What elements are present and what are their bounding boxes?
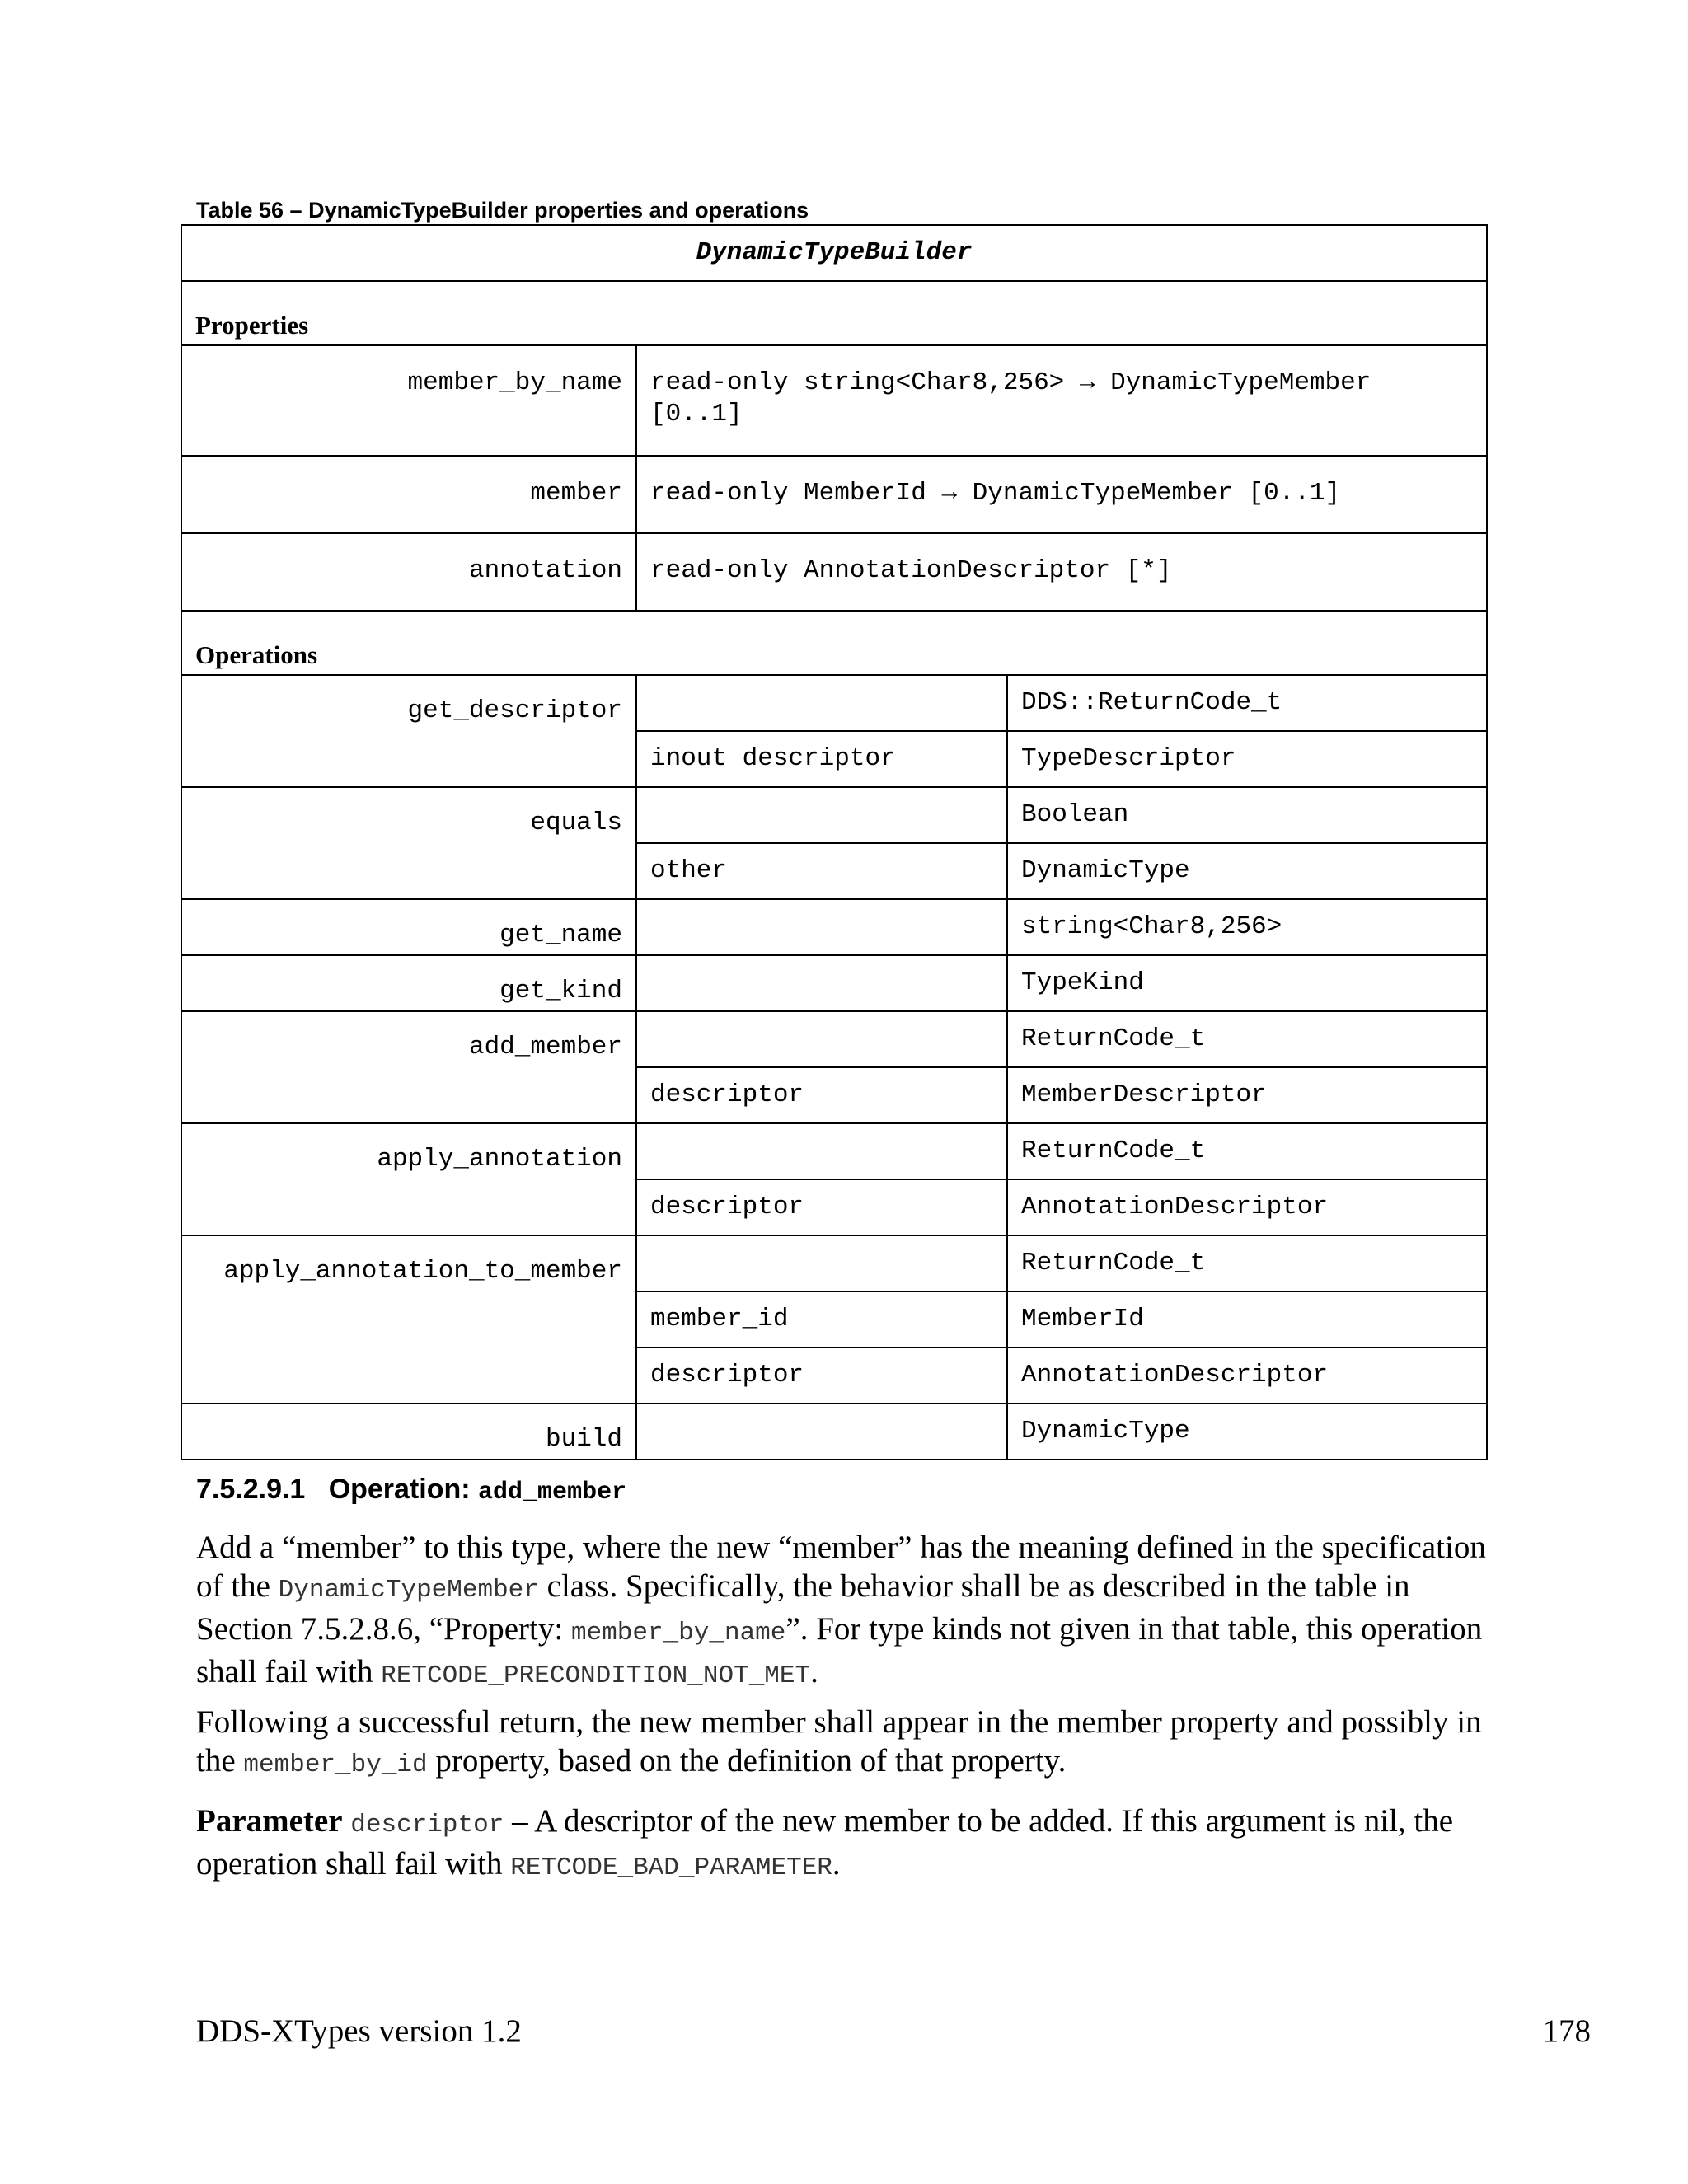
text-run: Add a “member” to this type, where the new “member” has the meaning defined in the specification of the	[196, 1530, 1486, 1604]
operation-param-type: TypeDescriptor	[1007, 731, 1487, 787]
operation-row	[181, 675, 1487, 731]
operation-param-empty	[636, 1011, 1007, 1067]
dynamic-type-builder-table	[181, 224, 1488, 1460]
code-descriptor: descriptor	[350, 1811, 504, 1840]
text-run: .	[832, 1846, 841, 1882]
class-name-cell: DynamicTypeBuilder	[181, 225, 1487, 281]
operation-return-type: Boolean	[1007, 787, 1487, 843]
property-type: read-only AnnotationDescriptor [*]	[636, 533, 1487, 611]
property-name: member	[181, 456, 636, 533]
paragraph-successful-return	[196, 1703, 1498, 1784]
operation-row	[181, 787, 1487, 843]
property-row	[181, 456, 1487, 533]
section-title-code: add_member	[478, 1479, 627, 1507]
properties-heading: Properties	[181, 281, 1487, 345]
operation-name: get_name	[181, 899, 636, 955]
operation-param: inout descriptor	[636, 731, 1007, 787]
operation-param-empty	[636, 899, 1007, 955]
operation-row	[181, 1123, 1487, 1179]
operations-heading: Operations	[181, 611, 1487, 675]
operation-row	[181, 1011, 1487, 1067]
text-run: – A descriptor of the new member to be added. If this argument is nil, the operation shall fail with	[196, 1803, 1454, 1882]
operation-row	[181, 1404, 1487, 1460]
operation-param-empty	[636, 787, 1007, 843]
operation-name: get_kind	[181, 955, 636, 1011]
property-type: read-only MemberId → DynamicTypeMember [0..1]	[636, 456, 1487, 533]
operation-return-type: DynamicType	[1007, 1404, 1487, 1460]
operation-param-empty	[636, 955, 1007, 1011]
operation-param-type: MemberDescriptor	[1007, 1067, 1487, 1123]
operation-param-empty	[636, 675, 1007, 731]
operation-param-type: MemberId	[1007, 1291, 1487, 1347]
operation-row	[181, 1235, 1487, 1291]
operation-param-type: AnnotationDescriptor	[1007, 1347, 1487, 1404]
operation-row	[181, 955, 1487, 1011]
operation-return-type: string<Char8,256>	[1007, 899, 1487, 955]
operation-param-empty	[636, 1235, 1007, 1291]
operation-name: build	[181, 1404, 636, 1460]
operation-param-type: DynamicType	[1007, 843, 1487, 899]
section-title-prefix: Operation:	[328, 1474, 471, 1505]
operation-name: get_descriptor	[181, 675, 636, 787]
text-run: ”. For type kinds not given in that table, this operation shall fail with	[196, 1611, 1483, 1690]
code-retcode-bad-parameter: RETCODE_BAD_PARAMETER	[510, 1854, 832, 1882]
operation-return-type: ReturnCode_t	[1007, 1011, 1487, 1067]
table-caption: Table 56 – DynamicTypeBuilder properties and operations	[196, 198, 809, 223]
operation-param: other	[636, 843, 1007, 899]
code-retcode-precondition: RETCODE_PRECONDITION_NOT_MET	[381, 1661, 811, 1690]
section-number: 7.5.2.9.1	[196, 1474, 306, 1505]
code-dynamic-type-member: DynamicTypeMember	[278, 1576, 539, 1605]
property-name: annotation	[181, 533, 636, 611]
operation-param-empty	[636, 1404, 1007, 1460]
paragraph-add-member-description	[196, 1528, 1498, 1695]
operation-param: descriptor	[636, 1347, 1007, 1404]
footer-document-title: DDS-XTypes version 1.2	[196, 2013, 522, 2049]
text-run: .	[810, 1654, 818, 1690]
operation-name: apply_annotation	[181, 1123, 636, 1235]
operation-param-type: AnnotationDescriptor	[1007, 1179, 1487, 1235]
operation-param: member_id	[636, 1291, 1007, 1347]
operation-name: apply_annotation_to_member	[181, 1235, 636, 1404]
operation-param-empty	[636, 1123, 1007, 1179]
footer-page-number: 178	[1542, 2013, 1591, 2049]
text-run: class. Specifically, the behavior shall be as described in the table in Section 7.5.2.8.6, “Property:	[196, 1568, 1410, 1647]
property-name: member_by_name	[181, 345, 636, 456]
text-run: Following a successful return, the new member shall appear in the member property and possibly in the	[196, 1704, 1482, 1779]
operation-return-type: ReturnCode_t	[1007, 1235, 1487, 1291]
code-member-by-id: member_by_id	[243, 1750, 428, 1779]
operation-return-type: TypeKind	[1007, 955, 1487, 1011]
operation-name: add_member	[181, 1011, 636, 1123]
property-type: read-only string<Char8,256> → DynamicTypeMember [0..1]	[636, 345, 1487, 456]
operation-param: descriptor	[636, 1067, 1007, 1123]
section-heading	[196, 1474, 626, 1507]
parameter-label: Parameter	[196, 1803, 343, 1839]
operation-return-type: ReturnCode_t	[1007, 1123, 1487, 1179]
operation-param: descriptor	[636, 1179, 1007, 1235]
code-member-by-name: member_by_name	[570, 1619, 786, 1647]
text-run: property, based on the definition of that property.	[427, 1743, 1067, 1779]
operation-name: equals	[181, 787, 636, 899]
property-row	[181, 533, 1487, 611]
property-row	[181, 345, 1487, 456]
operation-return-type: DDS::ReturnCode_t	[1007, 675, 1487, 731]
paragraph-parameter	[196, 1802, 1498, 1887]
operation-row	[181, 899, 1487, 955]
